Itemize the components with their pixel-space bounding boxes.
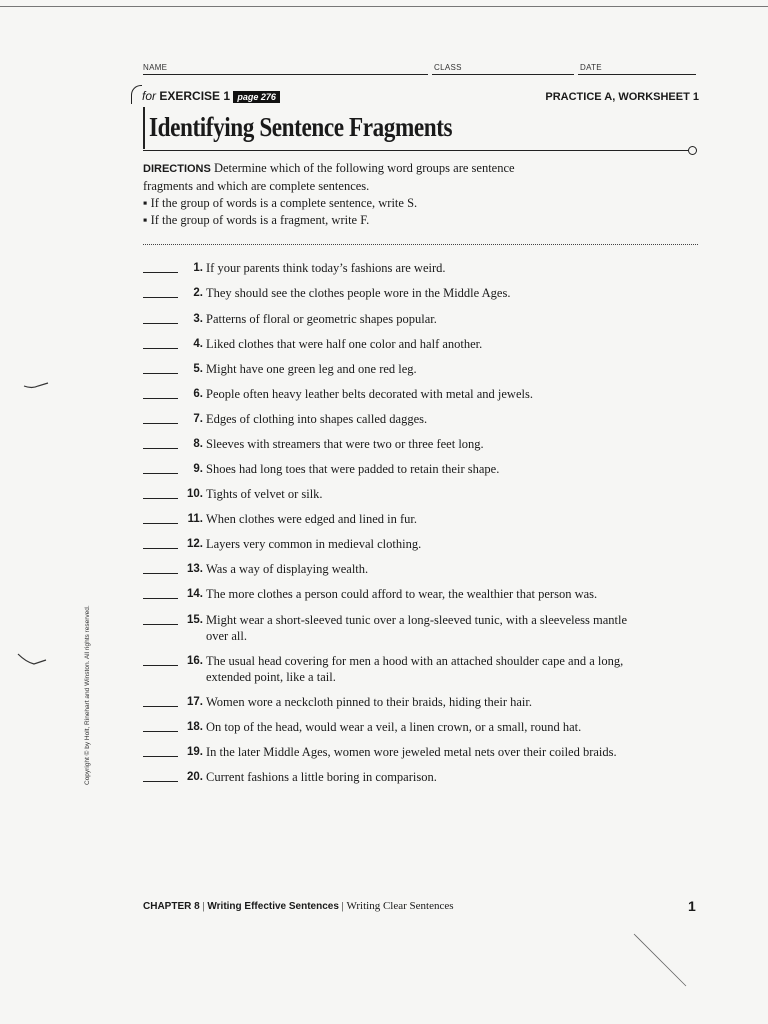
item-number: 6. xyxy=(193,388,203,400)
item-text: Layers very common in medieval clothing. xyxy=(206,537,422,551)
footer-section-1: Writing Effective Sentences xyxy=(207,901,339,912)
class-label: CLASS xyxy=(434,63,462,72)
footer-chapter: CHAPTER 8 xyxy=(143,901,200,912)
title-rule xyxy=(143,150,688,151)
item-text: On top of the head, would wear a veil, a linen crown, or a small, round hat. xyxy=(206,720,582,734)
answer-blank[interactable] xyxy=(143,373,178,374)
footer xyxy=(143,900,454,912)
item-text: Sleeves with streamers that were two or three feet long. xyxy=(206,437,484,451)
item-text: The more clothes a person could afford to wear, the wealthier that person was. xyxy=(206,587,598,601)
margin-mark xyxy=(22,380,52,392)
answer-blank[interactable] xyxy=(143,297,178,298)
item-number: 17. xyxy=(187,696,203,708)
item-text: Patterns of floral or geometric shapes popular. xyxy=(206,312,437,326)
item-text: Edges of clothing into shapes called dagges. xyxy=(206,412,428,426)
item-text: The usual head covering for men a hood with an attached shoulder cape and a long, extended point, like a tail. xyxy=(206,654,624,684)
item-text: Women wore a neckcloth pinned to their braids, hiding their hair. xyxy=(206,695,532,709)
corner-mark xyxy=(630,930,690,990)
margin-mark xyxy=(14,650,50,670)
page-tag: page 276 xyxy=(233,91,280,103)
date-field-line[interactable] xyxy=(578,74,696,75)
answer-blank[interactable] xyxy=(143,423,178,424)
answer-blank[interactable] xyxy=(143,706,178,707)
answer-blank[interactable] xyxy=(143,398,178,399)
page-title: Identifying Sentence Fragments xyxy=(149,112,453,142)
directions-text-2: fragments and which are complete sentences. xyxy=(143,179,370,193)
answer-blank[interactable] xyxy=(143,756,178,757)
item-text: Current fashions a little boring in comparison. xyxy=(206,770,437,784)
answer-blank[interactable] xyxy=(143,448,178,449)
item-number: 18. xyxy=(187,721,203,733)
item-number: 15. xyxy=(187,614,203,626)
footer-divider: | xyxy=(341,900,344,912)
item-number: 3. xyxy=(193,313,203,325)
answer-blank[interactable] xyxy=(143,781,178,782)
footer-divider: | xyxy=(202,900,205,912)
exercise-label: EXERCISE 1 xyxy=(159,89,231,103)
title-rule-endpoint xyxy=(688,146,697,155)
item-number: 14. xyxy=(187,588,203,600)
directions-dotted-rule xyxy=(143,244,698,245)
item-text: When clothes were edged and lined in fur. xyxy=(206,512,418,526)
item-number: 12. xyxy=(187,538,203,550)
answer-blank[interactable] xyxy=(143,523,178,524)
answer-blank[interactable] xyxy=(143,731,178,732)
title-bar xyxy=(143,107,145,149)
item-text: Might wear a short-sleeved tunic over a long-sleeved tunic, with a sleeveless mantle over all. xyxy=(206,613,628,643)
directions-bullet-1: ▪ If the group of words is a complete sentence, write S. xyxy=(143,196,418,210)
name-label: NAME xyxy=(143,63,168,72)
item-text: In the later Middle Ages, women wore jeweled metal nets over their coiled braids. xyxy=(206,745,617,759)
item-text: If your parents think today’s fashions are weird. xyxy=(206,261,446,275)
item-number: 13. xyxy=(187,563,203,575)
date-label: DATE xyxy=(580,63,602,72)
item-text: Might have one green leg and one red leg. xyxy=(206,362,417,376)
directions-bullet-2: ▪ If the group of words is a fragment, write F. xyxy=(143,213,370,227)
item-text: Shoes had long toes that were padded to retain their shape. xyxy=(206,462,500,476)
item-number: 2. xyxy=(193,287,203,299)
answer-blank[interactable] xyxy=(143,498,178,499)
item-number: 5. xyxy=(193,363,203,375)
item-text: They should see the clothes people wore in the Middle Ages. xyxy=(206,286,511,300)
item-number: 7. xyxy=(193,413,203,425)
answer-blank[interactable] xyxy=(143,272,178,273)
top-edge-line xyxy=(0,6,768,7)
item-number: 19. xyxy=(187,746,203,758)
item-number: 4. xyxy=(193,338,203,350)
directions-label: DIRECTIONS xyxy=(143,163,211,175)
answer-blank[interactable] xyxy=(143,573,178,574)
worksheet-label: PRACTICE A, WORKSHEET 1 xyxy=(545,91,699,103)
page-number: 1 xyxy=(688,898,696,914)
answer-blank[interactable] xyxy=(143,598,178,599)
item-number: 8. xyxy=(193,438,203,450)
answer-blank[interactable] xyxy=(143,323,178,324)
class-field-line[interactable] xyxy=(432,74,574,75)
answer-blank[interactable] xyxy=(143,548,178,549)
answer-blank[interactable] xyxy=(143,624,178,625)
item-text: Liked clothes that were half one color and half another. xyxy=(206,337,483,351)
answer-blank[interactable] xyxy=(143,348,178,349)
item-text: People often heavy leather belts decorated with metal and jewels. xyxy=(206,387,533,401)
directions xyxy=(143,160,573,229)
copyright-notice: Copyright © by Holt, Rinehart and Winston. All rights reserved. xyxy=(84,605,91,785)
item-number: 1. xyxy=(193,262,203,274)
item-number: 9. xyxy=(193,463,203,475)
exercise-bracket xyxy=(131,85,142,104)
name-field-line[interactable] xyxy=(143,74,428,75)
item-text: Was a way of displaying wealth. xyxy=(206,562,369,576)
item-number: 11. xyxy=(187,513,203,525)
for-label: for xyxy=(142,89,157,103)
item-number: 16. xyxy=(187,655,203,667)
item-number: 10. xyxy=(187,488,203,500)
answer-blank[interactable] xyxy=(143,665,178,666)
item-text: Tights of velvet or silk. xyxy=(206,487,323,501)
exercise-reference xyxy=(142,89,280,103)
answer-blank[interactable] xyxy=(143,473,178,474)
item-number: 20. xyxy=(187,771,203,783)
directions-text-1: Determine which of the following word groups are sentence xyxy=(213,161,515,175)
footer-section-2: Writing Clear Sentences xyxy=(346,900,454,912)
